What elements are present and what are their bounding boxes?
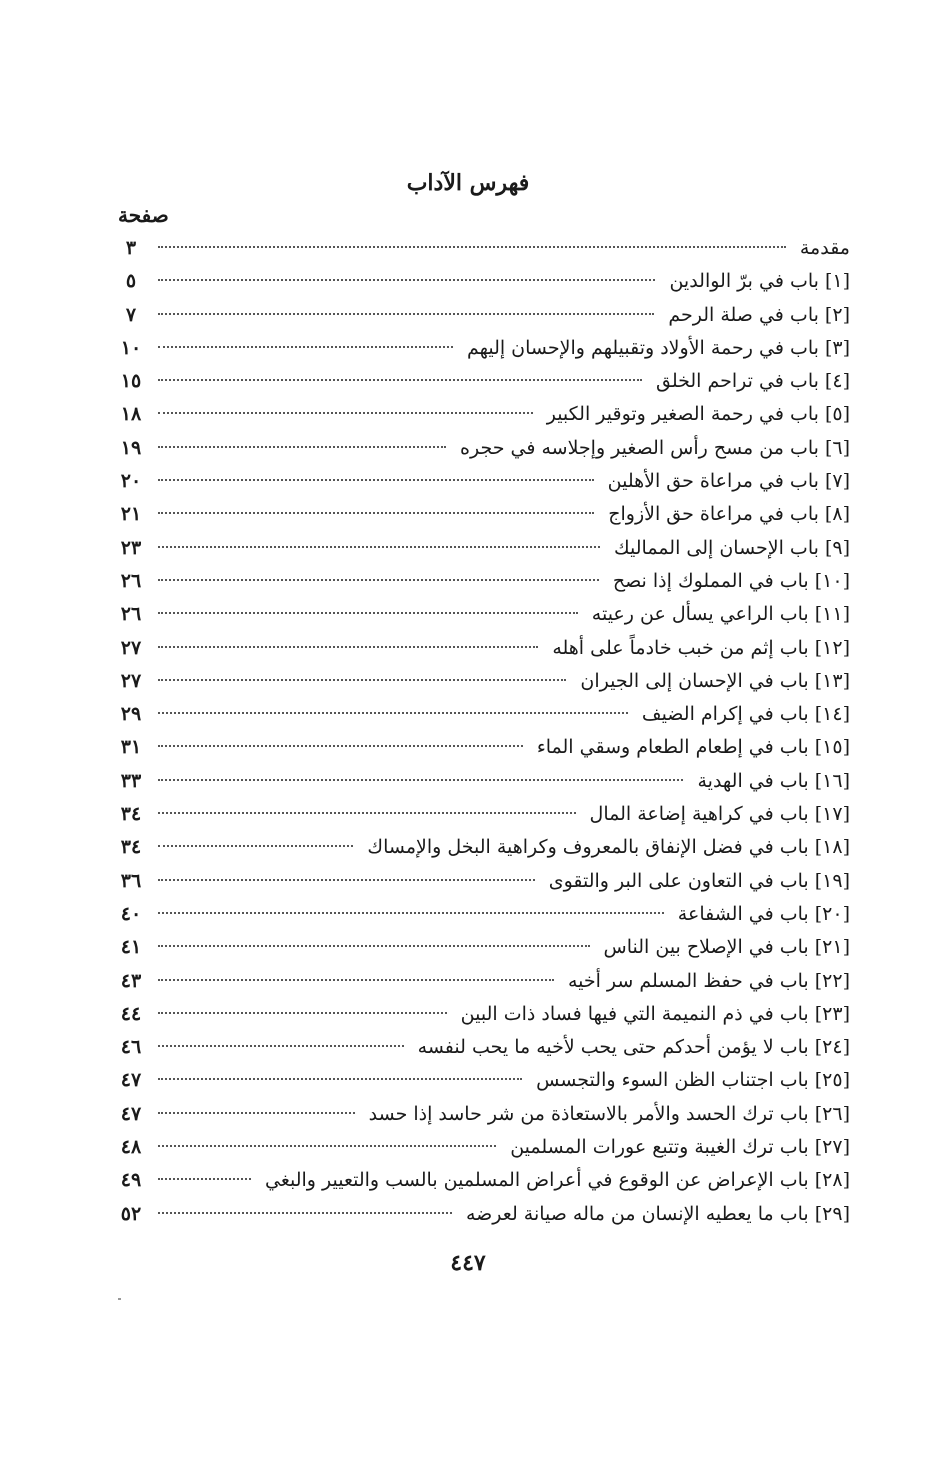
- toc-entry: [118, 332, 850, 365]
- dot-leader: [158, 779, 683, 781]
- toc-entry-label: [٢٥] باب اجتناب الظن السوء والتجسس: [536, 1069, 850, 1092]
- toc-entry-page-number: ٢٣: [120, 536, 142, 559]
- toc-entry: [118, 898, 850, 931]
- toc-entry: [118, 398, 850, 431]
- page-title: فهرس الآداب: [406, 170, 530, 196]
- toc-entry-page-number: ٣٣: [120, 769, 142, 792]
- toc-entry: [118, 798, 850, 831]
- dot-leader: [158, 912, 664, 914]
- toc-entry: [118, 1064, 850, 1097]
- toc-entry: [118, 532, 850, 565]
- toc-entry-page-number: ٣٤: [120, 803, 142, 826]
- toc-entry: [118, 931, 850, 964]
- toc-entry-page-number: ٤٧: [120, 1069, 142, 1092]
- toc-entry-page-number: ٣٦: [120, 869, 142, 892]
- toc-entry: [118, 998, 850, 1031]
- toc-entry-label: [١٢] باب إثم من خبب خادماً على أهله: [552, 636, 850, 659]
- toc-entry-page-number: ٣: [125, 237, 137, 259]
- toc-entry-label: [١٤] باب في إكرام الضيف: [641, 703, 850, 726]
- table-of-contents: [118, 232, 850, 1231]
- toc-entry-page-number: ٤٠: [120, 902, 142, 925]
- toc-entry-page-number: ٥٢: [120, 1202, 142, 1225]
- toc-entry: [118, 299, 850, 332]
- page-column-header: صفحة: [118, 203, 169, 227]
- toc-entry: [118, 731, 850, 764]
- toc-entry: [118, 632, 850, 665]
- toc-entry-label: [١٨] باب في فضل الإنفاق بالمعروف وكراهية البخل والإمساك: [367, 836, 850, 859]
- toc-entry-page-number: ١٠: [120, 336, 142, 359]
- toc-entry-label: [٥] باب في رحمة الصغير وتوقير الكبير: [546, 403, 850, 426]
- dot-leader: [158, 246, 786, 248]
- toc-entry-page-number: ٤٧: [120, 1102, 142, 1125]
- toc-entry: [118, 1098, 850, 1131]
- toc-entry-page-number: ٢٧: [120, 636, 142, 659]
- toc-entry-label: [١] باب في برّ الوالدين: [669, 270, 850, 293]
- dot-leader: [158, 812, 576, 814]
- toc-entry-label: [٢١] باب في الإصلاح بين الناس: [603, 936, 850, 959]
- dot-leader: [158, 512, 594, 514]
- toc-entry: [118, 831, 850, 864]
- toc-entry-page-number: ٤٨: [120, 1136, 142, 1159]
- toc-entry-label: [٢٤] باب لا يؤمن أحدكم حتى يحب لأخيه ما يحب لنفسه: [417, 1036, 850, 1059]
- dot-leader: [158, 279, 655, 281]
- dot-leader: [158, 1212, 452, 1214]
- toc-entry-page-number: ١٩: [120, 436, 142, 459]
- toc-entry-page-number: ٤٣: [120, 969, 142, 992]
- toc-entry-page-number: ٣١: [120, 736, 142, 759]
- dot-leader: [158, 346, 453, 348]
- dot-leader: [158, 1145, 496, 1147]
- dot-leader: [158, 546, 600, 548]
- toc-entry-label: [١١] باب الراعي يسأل عن رعيته: [591, 603, 850, 626]
- toc-entry-label: [١٣] باب في الإحسان إلى الجيران: [580, 669, 850, 692]
- toc-entry-label: [٧] باب في مراعاة حق الأهلين: [607, 470, 850, 493]
- dot-leader: [158, 1045, 404, 1047]
- toc-entry-label: [٢٢] باب في حفظ المسلم سر أخيه: [567, 969, 850, 992]
- toc-entry-label: [٢] باب في صلة الرحم: [668, 303, 850, 326]
- dot-leader: [158, 712, 628, 714]
- toc-entry-page-number: ٢٠: [120, 470, 142, 493]
- toc-entry-label: [٨] باب في مراعاة حق الأزواج: [608, 503, 850, 526]
- toc-entry-label: [١٧] باب في كراهية إضاعة المال: [589, 803, 850, 826]
- toc-entry: [118, 765, 850, 798]
- toc-entry-page-number: ٢١: [120, 503, 142, 526]
- dot-leader: [158, 612, 578, 614]
- toc-entry-page-number: ٤٩: [120, 1169, 142, 1192]
- dot-leader: [158, 579, 599, 581]
- toc-entry: [118, 232, 850, 265]
- toc-entry-page-number: ٤١: [120, 936, 142, 959]
- dot-leader: [158, 313, 654, 315]
- dot-leader: [158, 446, 446, 448]
- toc-entry: [118, 598, 850, 631]
- toc-entry: [118, 665, 850, 698]
- dot-leader: [158, 1112, 355, 1114]
- toc-entry-page-number: ٣٤: [120, 836, 142, 859]
- dot-leader: [158, 879, 535, 881]
- dot-leader: [158, 479, 594, 481]
- toc-entry: [118, 265, 850, 298]
- toc-entry: [118, 698, 850, 731]
- toc-entry: [118, 565, 850, 598]
- toc-entry-label: [٤] باب في تراحم الخلق: [655, 370, 850, 393]
- toc-entry-label: [٦] باب من مسح رأس الصغير وإجلاسه في حجره: [460, 436, 850, 459]
- toc-entry-label: [١٠] باب في المملوك إذا نصح: [612, 569, 850, 592]
- dot-leader: [158, 1078, 522, 1080]
- toc-entry-label: [٢٧] باب ترك الغيبة وتتبع عورات المسلمين: [510, 1136, 850, 1159]
- toc-entry-page-number: ١٨: [120, 403, 142, 426]
- dot-leader: [158, 1178, 251, 1180]
- toc-entry: [118, 965, 850, 998]
- toc-entry-label: [٢٨] باب الإعراض عن الوقوع في أعراض المسلمين بالسب والتعيير والبغي: [264, 1169, 850, 1192]
- toc-entry: [118, 465, 850, 498]
- toc-entry: [118, 865, 850, 898]
- toc-entry-label: [١٦] باب في الهدية: [697, 769, 850, 792]
- toc-entry: [118, 365, 850, 398]
- toc-entry-label: [١٩] باب في التعاون على البر والتقوى: [548, 869, 850, 892]
- toc-entry-label: [٢٠] باب في الشفاعة: [677, 902, 850, 925]
- toc-entry-label: [٣] باب في رحمة الأولاد وتقبيلهم والإحسان إليهم: [466, 336, 850, 359]
- toc-entry-label: [١٥] باب في إطعام الطعام وسقي الماء: [536, 736, 850, 759]
- toc-entry: [118, 1131, 850, 1164]
- toc-entry-label: [٢٩] باب ما يعطيه الإنسان من ماله صيانة لعرضه: [465, 1202, 850, 1225]
- dot-leader: [158, 745, 523, 747]
- dot-leader: [158, 1012, 447, 1014]
- dot-leader: [158, 379, 642, 381]
- dot-leader: [158, 646, 538, 648]
- toc-entry-page-number: ٢٦: [120, 603, 142, 626]
- toc-entry-page-number: ٤٦: [120, 1036, 142, 1059]
- toc-entry: [118, 432, 850, 465]
- toc-entry: [118, 1198, 850, 1231]
- toc-entry-page-number: ٧: [125, 303, 137, 326]
- toc-entry: [118, 1164, 850, 1197]
- dot-leader: [158, 412, 533, 414]
- toc-entry-page-number: ٤٤: [120, 1002, 142, 1025]
- toc-entry-page-number: ٢٦: [120, 569, 142, 592]
- dot-leader: [158, 845, 353, 847]
- toc-entry-page-number: ٥: [125, 270, 137, 293]
- footer-page-number: ٤٤٧: [450, 1250, 486, 1276]
- toc-entry: [118, 498, 850, 531]
- dot-leader: [158, 979, 554, 981]
- toc-entry-label: [٢٦] باب ترك الحسد والأمر بالاستعاذة من شر حاسد إذا حسد: [368, 1102, 850, 1125]
- toc-entry-label: [٢٣] باب في ذم النميمة التي فيها فساد ذات البين: [460, 1002, 850, 1025]
- toc-entry: [118, 1031, 850, 1064]
- toc-entry-page-number: ١٥: [120, 370, 142, 393]
- dot-leader: [158, 945, 590, 947]
- dot-leader: [158, 679, 566, 681]
- scan-speck: [118, 1298, 121, 1300]
- toc-entry-page-number: ٢٩: [120, 703, 142, 726]
- toc-entry-label: مقدمة: [799, 237, 850, 259]
- toc-entry-page-number: ٢٧: [120, 669, 142, 692]
- toc-entry-label: [٩] باب الإحسان إلى المماليك: [614, 536, 850, 559]
